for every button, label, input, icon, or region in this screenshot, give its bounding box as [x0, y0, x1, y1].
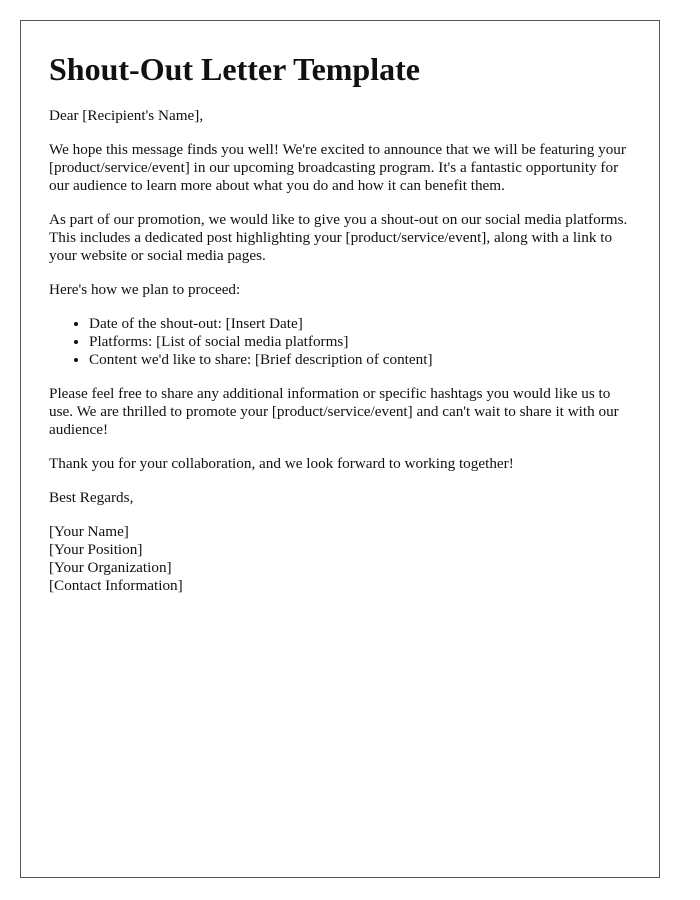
intro-paragraph: We hope this message finds you well! We're excited to announce that we will be featuring your [product/service/event] in our upcoming broadcasting program. It's a fantastic opportunity for our audience to learn more about what you do and how it can benefit them.: [49, 141, 626, 194]
letter-title: Shout-Out Letter Template: [49, 51, 420, 87]
plan-item-content: • Content we'd like to share: [Brief description of content]: [89, 351, 631, 369]
letter-page: [20, 20, 660, 878]
closing: Best Regards,: [49, 489, 134, 506]
promotion-paragraph: As part of our promotion, we would like to give you a shout-out on our social media platforms. This includes a dedicated post highlighting your [product/service/event], along with a link to your website or social media pages.: [49, 211, 628, 264]
hashtags-paragraph: Please feel free to share any additional information or specific hashtags you would like us to use. We are thrilled to promote your [product/service/event] and can't wait to share it with our audience!: [49, 385, 619, 438]
signature-name: [Your Name]: [49, 523, 129, 540]
salutation: Dear [Recipient's Name],: [49, 107, 204, 124]
plan-intro: Here's how we plan to proceed:: [49, 281, 241, 298]
thanks-paragraph: Thank you for your collaboration, and we look forward to working together!: [49, 455, 514, 472]
plan-item-date: • Date of the shout-out: [Insert Date]: [89, 315, 631, 333]
signature-block: [49, 523, 631, 595]
signature-contact: [Contact Information]: [49, 577, 183, 594]
plan-item-platforms: • Platforms: [List of social media platforms]: [89, 333, 631, 351]
plan-list: [49, 315, 631, 369]
signature-organization: [Your Organization]: [49, 559, 172, 576]
signature-position: [Your Position]: [49, 541, 143, 558]
